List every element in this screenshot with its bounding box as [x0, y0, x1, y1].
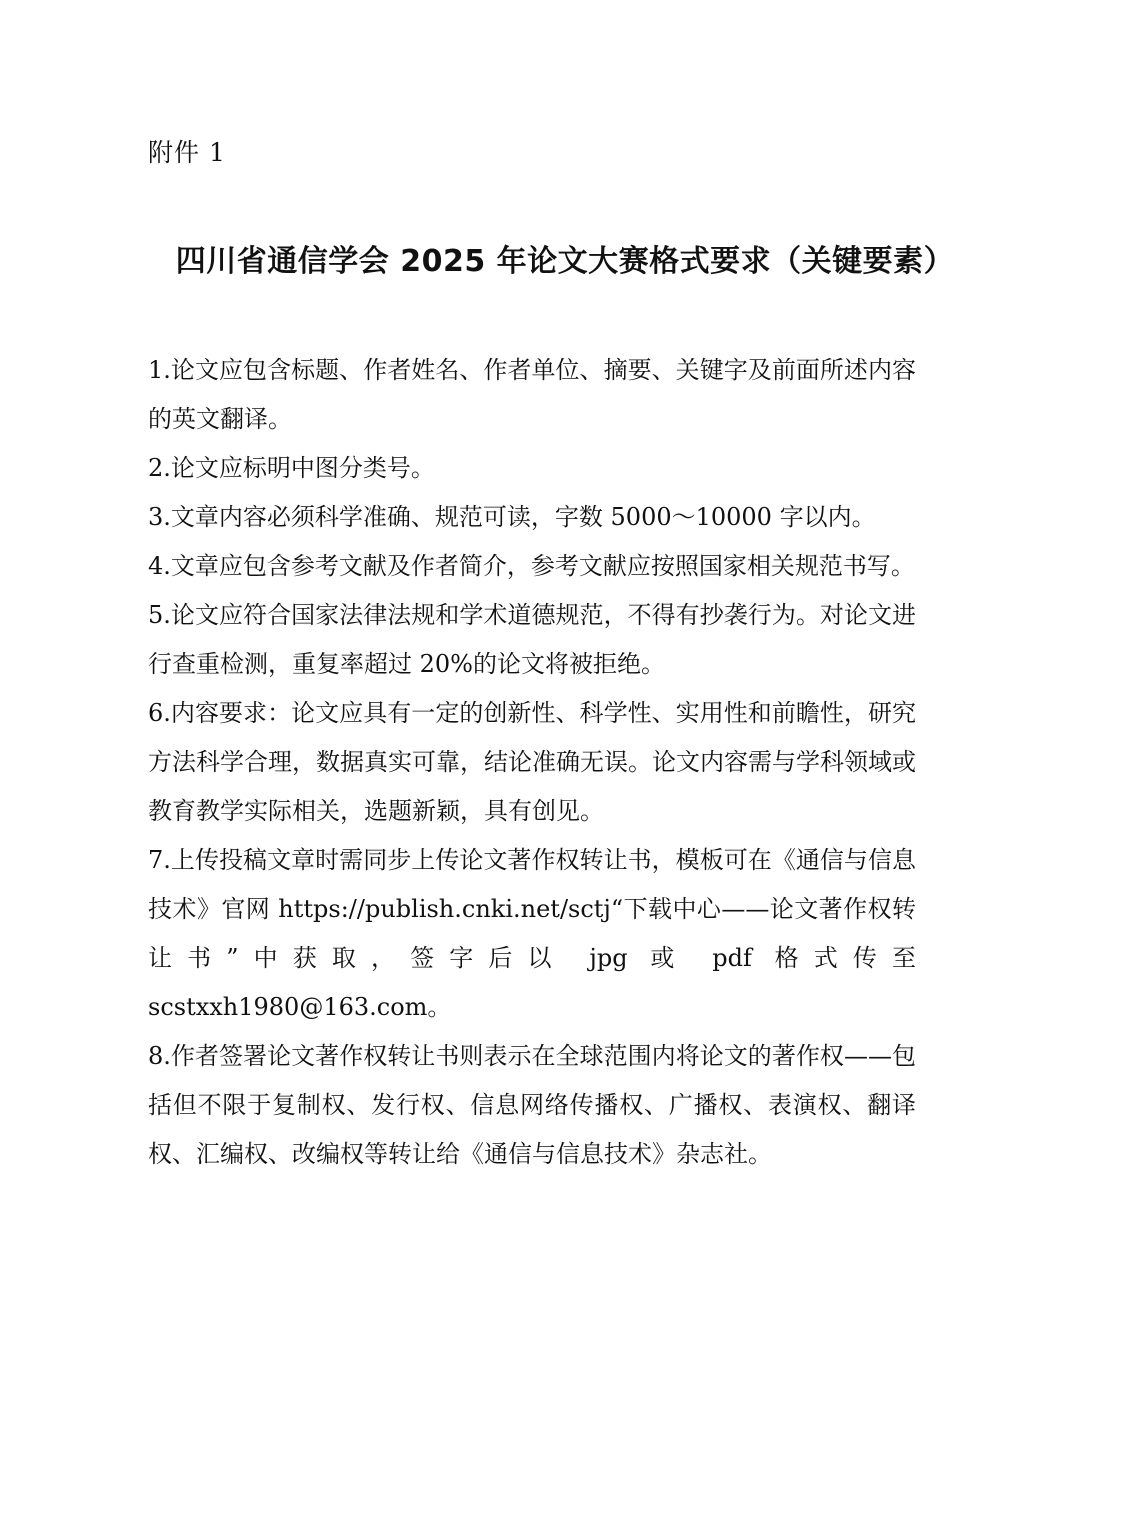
requirement-item-5: 5.论文应符合国家法律法规和学术道德规范，不得有抄袭行为。对论文进行查重检测，重复率超过 20%的论文将被拒绝。 — [148, 601, 916, 678]
requirement-item-6: 6.内容要求：论文应具有一定的创新性、科学性、实用性和前瞻性，研究方法科学合理，数据真实可靠，结论准确无误。论文内容需与学科领域或教育教学实际相关，选题新颖，具有创见。 — [148, 699, 916, 825]
requirement-item-3: 3.文章内容必须科学准确、规范可读，字数 5000～10000 字以内。 — [148, 503, 876, 531]
attachment-label: 附件 1 — [148, 138, 226, 167]
requirements-list — [148, 346, 916, 1179]
requirement-item-7: 7.上传投稿文章时需同步上传论文著作权转让书，模板可在《通信与信息技术》官网 https://publish.cnki.net/sctj“下载中心——论文著作权转让书”中获取，签字后以 jpg 或 pdf 格式传至scstxxh1980@163.com。 — [148, 846, 916, 1021]
requirement-item-1: 1.论文应包含标题、作者姓名、作者单位、摘要、关键字及前面所述内容的英文翻译。 — [148, 356, 916, 433]
requirement-item-2: 2.论文应标明中图分类号。 — [148, 454, 435, 482]
requirement-item-4: 4.文章应包含参考文献及作者简介，参考文献应按照国家相关规范书写。 — [148, 552, 915, 580]
requirement-item-8: 8.作者签署论文著作权转让书则表示在全球范围内将论文的著作权——包括但不限于复制权、发行权、信息网络传播权、广播权、表演权、翻译权、汇编权、改编权等转让给《通信与信息技术》杂志社。 — [148, 1042, 916, 1168]
document-title: 四川省通信学会 2025 年论文大赛格式要求（关键要素） — [175, 244, 955, 279]
